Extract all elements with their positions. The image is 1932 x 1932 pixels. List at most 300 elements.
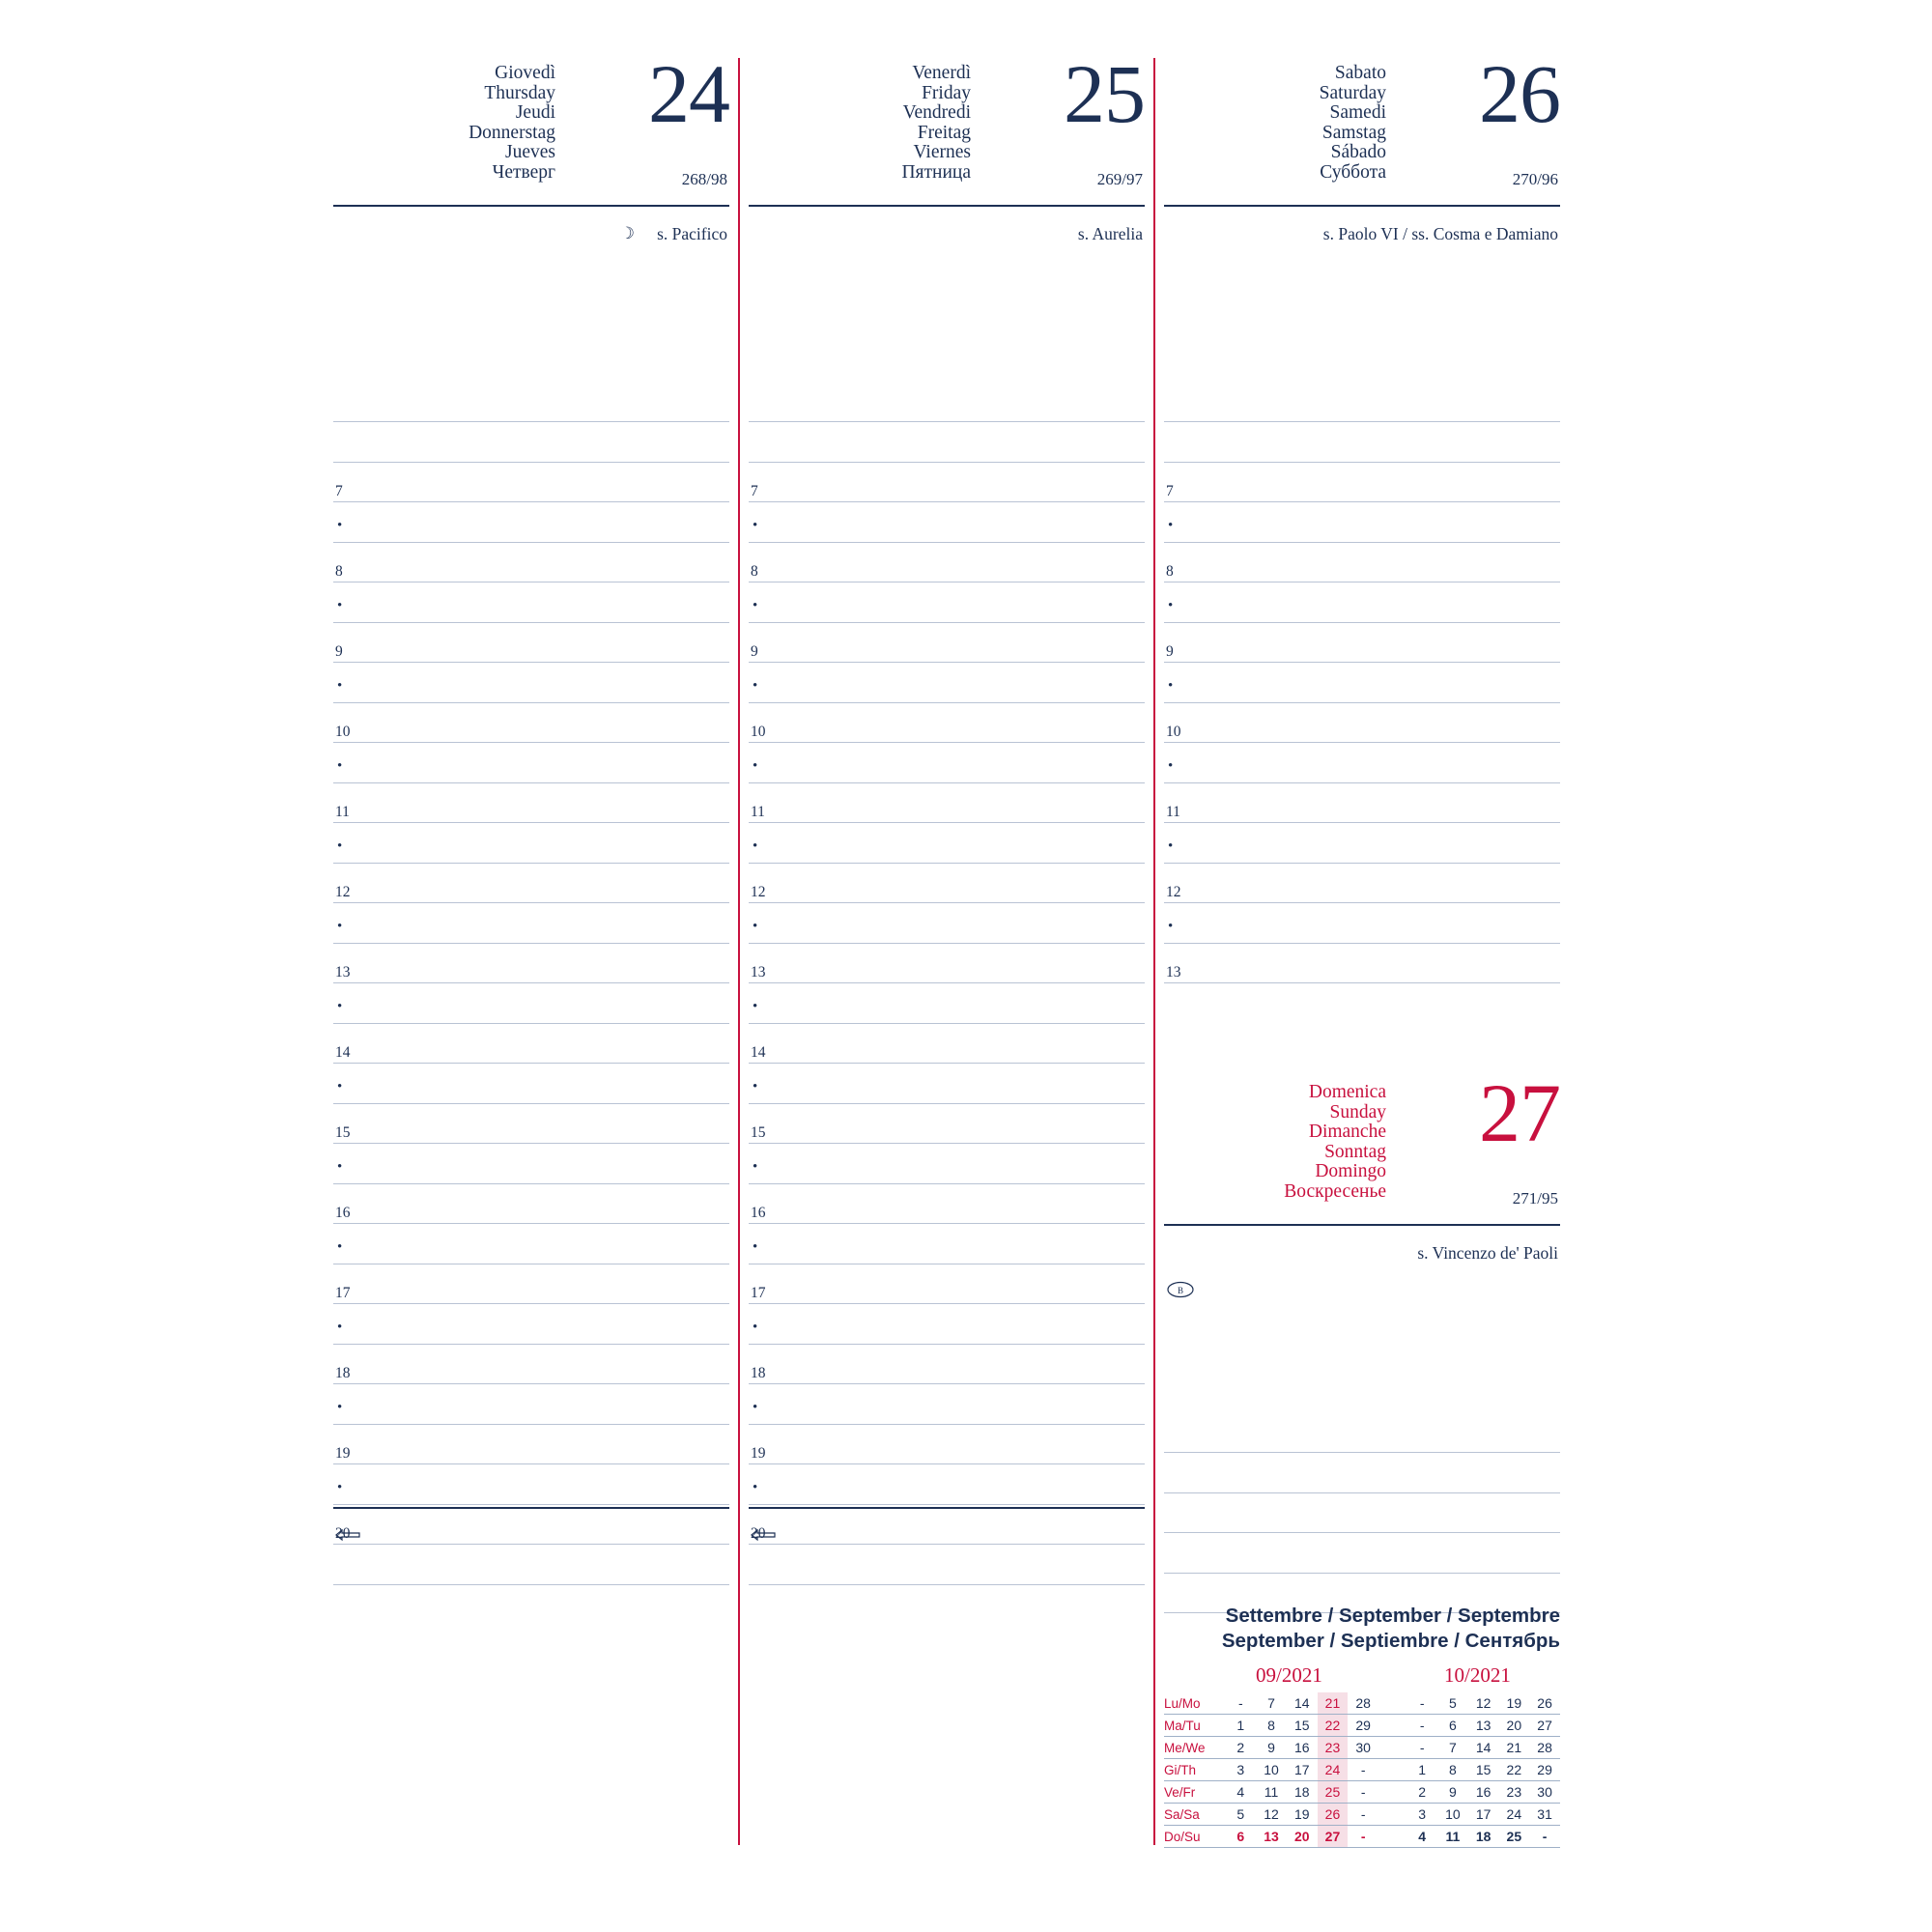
grid-line [749,863,1145,864]
hour-label: 14 [335,1044,351,1061]
mini-calendar-day[interactable]: 2 [1406,1781,1437,1804]
hour-label: 13 [1166,964,1181,980]
hour-label: 11 [335,804,350,820]
mini-calendar-day[interactable]: 2 [1225,1737,1256,1759]
mini-calendar-day[interactable]: 8 [1256,1715,1287,1737]
mini-calendar-day[interactable]: 8 [1437,1759,1468,1781]
day-name-es: Jueves [505,142,555,162]
day-of-year: 271/95 [1512,1189,1558,1208]
bottom-rule [749,1507,1145,1509]
half-hour-dot: • [337,1319,343,1335]
hour-label: 20 [751,1525,766,1542]
mini-calendar-day[interactable]: 20 [1287,1826,1318,1848]
weekday-label: Ma/Tu [1164,1715,1225,1737]
mini-calendar-day[interactable]: 19 [1287,1804,1318,1826]
weekday-label: Ve/Fr [1164,1781,1225,1804]
half-hour-dot: • [753,838,758,854]
grid-line [1164,702,1560,703]
half-hour-dot: • [1168,838,1174,854]
column-separator-right [1153,58,1155,1845]
hour-label: 13 [335,964,351,980]
day-name-de: Samstag [1321,122,1386,143]
grid-line [333,943,729,944]
half-hour-dot: • [337,1158,343,1175]
mini-calendar-day[interactable]: 27 [1318,1826,1349,1848]
hour-label: 19 [335,1445,351,1462]
mini-calendar-day[interactable]: 27 [1529,1715,1560,1737]
grid-line [333,542,729,543]
hour-label: 20 [335,1525,351,1542]
grid-line [1164,1573,1560,1574]
hour-label: 7 [335,483,343,499]
day-name-ru: Пятница [901,161,971,183]
mini-calendar-day[interactable]: 14 [1468,1737,1499,1759]
grid-line [333,622,729,623]
half-hour-dot: • [337,517,343,533]
grid-line [749,982,1145,983]
mini-calendar-day[interactable]: 26 [1529,1692,1560,1715]
bookmark-icon [751,1528,776,1542]
mini-calendar-day[interactable]: 28 [1529,1737,1560,1759]
grid-line [333,902,729,903]
mini-calendar-day[interactable]: 14 [1287,1692,1318,1715]
half-hour-dot: • [337,838,343,854]
half-hour-dot: • [753,1158,758,1175]
grid-line [749,1303,1145,1304]
hour-label: 17 [335,1285,351,1301]
mini-calendar-day[interactable]: 1 [1225,1715,1256,1737]
mini-calendar-day[interactable]: 15 [1468,1759,1499,1781]
mini-calendar-row [1164,1715,1560,1737]
grid-line [333,1463,729,1464]
bottom-rule [333,1507,729,1509]
hour-label: 12 [1166,884,1181,900]
mini-calendar-day[interactable]: 23 [1318,1737,1349,1759]
header-rule [749,205,1145,207]
grid-line [333,1023,729,1024]
mini-calendar-day[interactable]: 5 [1437,1692,1468,1715]
grid-line [749,501,1145,502]
grid-line [333,1063,729,1064]
mini-calendar-day[interactable]: 6 [1437,1715,1468,1737]
hour-label: 18 [751,1365,766,1381]
grid-line [1164,622,1560,623]
grid-line [333,1183,729,1184]
day-name-ru: Суббота [1320,161,1386,183]
grid-line [333,1223,729,1224]
hour-label: 8 [751,563,758,580]
mini-calendar-day[interactable]: 12 [1256,1804,1287,1826]
grid-line [749,702,1145,703]
half-hour-dot: • [1168,597,1174,613]
month-gap [1378,1759,1406,1781]
mini-calendar-day[interactable]: 3 [1406,1804,1437,1826]
half-hour-dot: • [753,677,758,694]
day-name-fr: Vendredi [902,102,971,123]
grid-line [333,1383,729,1384]
weekday-label: Me/We [1164,1737,1225,1759]
grid-line [749,1143,1145,1144]
day-name-de: Sonntag [1324,1141,1386,1162]
weekday-label: Sa/Sa [1164,1804,1225,1826]
grid-line [1164,902,1560,903]
day-name-de: Freitag [917,122,971,143]
grid-line [749,1023,1145,1024]
half-hour-dot: • [753,597,758,613]
day-name-en: Saturday [1319,82,1386,103]
mini-calendar-day[interactable]: 3 [1225,1759,1256,1781]
mini-calendar-day[interactable]: 25 [1498,1826,1529,1848]
grid-line [1164,1492,1560,1493]
day-names [469,64,555,183]
mini-calendar-day[interactable]: - [1529,1826,1560,1848]
day-header-sunday [1164,1066,1560,1222]
mini-calendar-day[interactable]: 24 [1318,1759,1349,1781]
half-hour-dot: • [753,757,758,774]
day-name-ru: Воскресенье [1284,1180,1386,1202]
mini-calendar-row [1164,1692,1560,1715]
grid-line [333,742,729,743]
mini-calendar-day[interactable]: - [1406,1715,1437,1737]
grid-line [333,1303,729,1304]
weekday-label: Do/Su [1164,1826,1225,1848]
day-name-en: Friday [922,82,971,103]
hour-label: 12 [335,884,351,900]
mini-calendar-day[interactable]: 29 [1529,1759,1560,1781]
day-of-year: 270/96 [1512,170,1558,188]
day-number: 24 [648,47,729,140]
day-name-it: Sabato [1334,63,1386,83]
bookmark-icon [335,1528,360,1542]
mini-calendar-day[interactable]: - [1348,1804,1378,1826]
half-hour-dot: • [337,1399,343,1415]
mini-calendar-day[interactable]: 31 [1529,1804,1560,1826]
day-name-es: Domingo [1315,1161,1386,1181]
mini-calendar-day[interactable]: 9 [1256,1737,1287,1759]
day-header-saturday [1164,47,1560,203]
hour-label: 17 [751,1285,766,1301]
mini-calendar-day[interactable]: 17 [1287,1759,1318,1781]
half-hour-dot: • [337,597,343,613]
grid-line [749,1103,1145,1104]
mini-calendar-row [1164,1826,1560,1848]
grid-line [749,1584,1145,1585]
mini-calendar-day[interactable]: - [1406,1737,1437,1759]
half-hour-dot: • [337,998,343,1014]
mini-calendar-day[interactable]: 6 [1225,1826,1256,1848]
weekday-label: Gi/Th [1164,1759,1225,1781]
mini-calendar-day[interactable]: 17 [1468,1804,1499,1826]
grid-line [749,542,1145,543]
svg-text:B: B [1177,1286,1184,1295]
mini-calendar-day[interactable]: 10 [1256,1759,1287,1781]
half-hour-dot: • [1168,677,1174,694]
mini-calendar-day[interactable]: 28 [1348,1692,1378,1715]
month-gap [1378,1804,1406,1826]
day-column-friday [749,47,1145,1845]
mini-calendar-day[interactable]: 19 [1498,1692,1529,1715]
weekday-label: Lu/Mo [1164,1692,1225,1715]
day-name-it: Venerdì [912,63,971,83]
day-number: 26 [1479,47,1560,140]
grid-line [333,1143,729,1144]
hour-label: 8 [1166,563,1174,580]
mini-calendar-day[interactable]: - [1406,1692,1437,1715]
mini-calendar-day[interactable]: - [1348,1781,1378,1804]
month-gap [1378,1781,1406,1804]
grid-line [749,742,1145,743]
grid-line [1164,863,1560,864]
month-gap [1378,1737,1406,1759]
header-rule [1164,1224,1560,1226]
hour-label: 10 [751,724,766,740]
grid-line [1164,982,1560,983]
mini-calendar-month-left: 09/2021 [1256,1663,1322,1687]
mini-calendar-day[interactable]: 25 [1318,1781,1349,1804]
mini-calendar-day[interactable]: 23 [1498,1781,1529,1804]
mini-calendar-day[interactable]: 4 [1406,1826,1437,1848]
half-hour-dot: • [753,1238,758,1255]
column-separator-left [738,58,740,1845]
half-hour-dot: • [753,1399,758,1415]
grid-line [333,662,729,663]
mini-calendar-day[interactable]: 12 [1468,1692,1499,1715]
hour-label: 15 [751,1124,766,1141]
day-of-year: 268/98 [681,170,727,188]
hour-label: 8 [335,563,343,580]
day-names [1320,64,1386,183]
hour-label: 9 [335,643,343,660]
grid-line [333,462,729,463]
mini-calendar-day[interactable]: 30 [1529,1781,1560,1804]
hour-label: 19 [751,1445,766,1462]
day-of-year: 269/97 [1096,170,1143,188]
grid-line [749,1544,1145,1545]
day-header [749,47,1145,203]
grid-line [333,1544,729,1545]
saint-name: s. Paolo VI / ss. Cosma e Damiano [1322,224,1558,243]
grid-line [749,943,1145,944]
grid-line [1164,662,1560,663]
mini-calendar-title-1: Settembre / September / Septembre [1225,1605,1560,1627]
grid-line [1164,1532,1560,1533]
mini-calendar-day[interactable]: 5 [1225,1804,1256,1826]
mini-calendar-day[interactable]: 13 [1256,1826,1287,1848]
half-hour-dot: • [753,1479,758,1495]
mini-calendar-day[interactable]: 4 [1225,1781,1256,1804]
mini-calendar-day[interactable]: - [1225,1692,1256,1715]
mini-calendar-day[interactable]: 10 [1437,1804,1468,1826]
month-gap [1378,1715,1406,1737]
grid-line [749,782,1145,783]
grid-line [749,622,1145,623]
mini-calendar-table [1164,1692,1560,1848]
hour-label: 14 [751,1044,766,1061]
mini-calendar-day[interactable]: 18 [1468,1826,1499,1848]
mini-calendar-day[interactable]: 29 [1348,1715,1378,1737]
half-hour-dot: • [337,1479,343,1495]
grid-line [1164,943,1560,944]
mini-calendar-day[interactable]: 7 [1256,1692,1287,1715]
mini-calendar-day[interactable]: 13 [1468,1715,1499,1737]
half-hour-dot: • [753,517,758,533]
hour-label: 10 [1166,724,1181,740]
half-hour-dot: • [337,677,343,694]
grid-line [333,863,729,864]
day-name-es: Viernes [913,142,971,162]
grid-line [333,702,729,703]
day-names [901,64,971,183]
hour-label: 12 [751,884,766,900]
saint-name: s. Vincenzo de' Paoli [1417,1243,1558,1263]
grid-line [1164,421,1560,422]
grid-line [333,1584,729,1585]
half-hour-dot: • [337,1238,343,1255]
mini-calendar-day[interactable]: 16 [1287,1737,1318,1759]
mini-calendar-day[interactable]: - [1348,1759,1378,1781]
day-column-weekend [1164,47,1560,1845]
grid-line [1164,501,1560,502]
grid-line [1164,822,1560,823]
hour-label: 7 [751,483,758,499]
mini-calendar-day[interactable]: - [1348,1826,1378,1848]
moon-phase-icon: ☽ [619,224,635,242]
hour-label: 9 [751,643,758,660]
half-hour-dot: • [1168,757,1174,774]
day-name-en: Sunday [1329,1101,1386,1122]
day-name-fr: Jeudi [515,102,555,123]
grid-line [749,462,1145,463]
hour-label: 15 [335,1124,351,1141]
hour-label: 10 [335,724,351,740]
mini-calendar [1164,1604,1560,1848]
mini-calendar-row [1164,1759,1560,1781]
grid-line [1164,742,1560,743]
hour-label: 7 [1166,483,1174,499]
grid-line [333,782,729,783]
half-hour-dot: • [1168,918,1174,934]
grid-line [1164,1452,1560,1453]
mini-calendar-day[interactable]: 24 [1498,1804,1529,1826]
grid-line [333,1504,729,1505]
hour-label: 16 [751,1205,766,1221]
planner-sheet [333,47,1575,1845]
mini-calendar-day[interactable]: 22 [1498,1759,1529,1781]
day-name-de: Donnerstag [469,122,555,143]
half-hour-dot: • [337,918,343,934]
grid-line [749,1424,1145,1425]
grid-line [749,662,1145,663]
day-name-fr: Samedi [1329,102,1386,123]
day-number: 25 [1064,47,1145,140]
day-name-en: Thursday [484,82,555,103]
mini-calendar-row [1164,1804,1560,1826]
hour-label: 13 [751,964,766,980]
mini-calendar-day[interactable]: 22 [1318,1715,1349,1737]
half-hour-dot: • [337,757,343,774]
mini-calendar-day[interactable]: 1 [1406,1759,1437,1781]
mini-calendar-day[interactable]: 21 [1318,1692,1349,1715]
mini-calendar-day[interactable]: 21 [1498,1737,1529,1759]
grid-line [1164,542,1560,543]
day-number: 27 [1479,1066,1560,1159]
mini-calendar-months [1164,1663,1560,1692]
grid-line [749,1063,1145,1064]
grid-line [749,902,1145,903]
saint-name: s. Pacifico [657,224,727,243]
mini-calendar-day[interactable]: 7 [1437,1737,1468,1759]
grid-line [749,1183,1145,1184]
half-hour-dot: • [1168,517,1174,533]
grid-line [749,1504,1145,1505]
mini-calendar-day[interactable]: 15 [1287,1715,1318,1737]
header-rule [1164,205,1560,207]
day-name-it: Domenica [1308,1082,1386,1102]
mini-calendar-row [1164,1781,1560,1804]
note-icon [1166,1281,1195,1298]
hour-label: 9 [1166,643,1174,660]
day-name-it: Giovedì [495,63,555,83]
grid-line [749,1463,1145,1464]
day-names [1284,1083,1386,1202]
grid-line [749,1223,1145,1224]
day-name-es: Sábado [1330,142,1386,162]
half-hour-dot: • [753,998,758,1014]
mini-calendar-day[interactable]: 20 [1498,1715,1529,1737]
grid-line [749,1383,1145,1384]
hour-label: 11 [751,804,765,820]
hour-label: 11 [1166,804,1180,820]
mini-calendar-month-right: 10/2021 [1444,1663,1511,1687]
mini-calendar-day[interactable]: 16 [1468,1781,1499,1804]
grid-line [749,1344,1145,1345]
day-column-thursday [333,47,729,1845]
mini-calendar-day[interactable]: 11 [1437,1826,1468,1848]
mini-calendar-title-2: September / Septiembre / Сентябрь [1221,1630,1560,1652]
grid-line [333,1424,729,1425]
month-gap [1378,1692,1406,1715]
half-hour-dot: • [337,1078,343,1094]
header-rule [333,205,729,207]
grid-line [749,822,1145,823]
month-gap [1378,1826,1406,1848]
mini-calendar-day[interactable]: 26 [1318,1804,1349,1826]
hour-label: 16 [335,1205,351,1221]
grid-line [333,822,729,823]
half-hour-dot: • [753,1078,758,1094]
grid-line [1164,782,1560,783]
saint-name: s. Aurelia [1077,224,1143,243]
half-hour-dot: • [753,1319,758,1335]
hour-label: 18 [335,1365,351,1381]
grid-line [333,982,729,983]
mini-calendar-day[interactable]: 18 [1287,1781,1318,1804]
grid-line [333,1344,729,1345]
half-hour-dot: • [753,918,758,934]
mini-calendar-day[interactable]: 11 [1256,1781,1287,1804]
day-header [333,47,729,203]
grid-line [333,501,729,502]
grid-line [1164,462,1560,463]
grid-line [333,421,729,422]
day-name-fr: Dimanche [1308,1122,1386,1142]
mini-calendar-day[interactable]: 9 [1437,1781,1468,1804]
mini-calendar-day[interactable]: 30 [1348,1737,1378,1759]
grid-line [333,1103,729,1104]
day-name-ru: Четверг [492,161,555,183]
grid-line [749,421,1145,422]
mini-calendar-row [1164,1737,1560,1759]
